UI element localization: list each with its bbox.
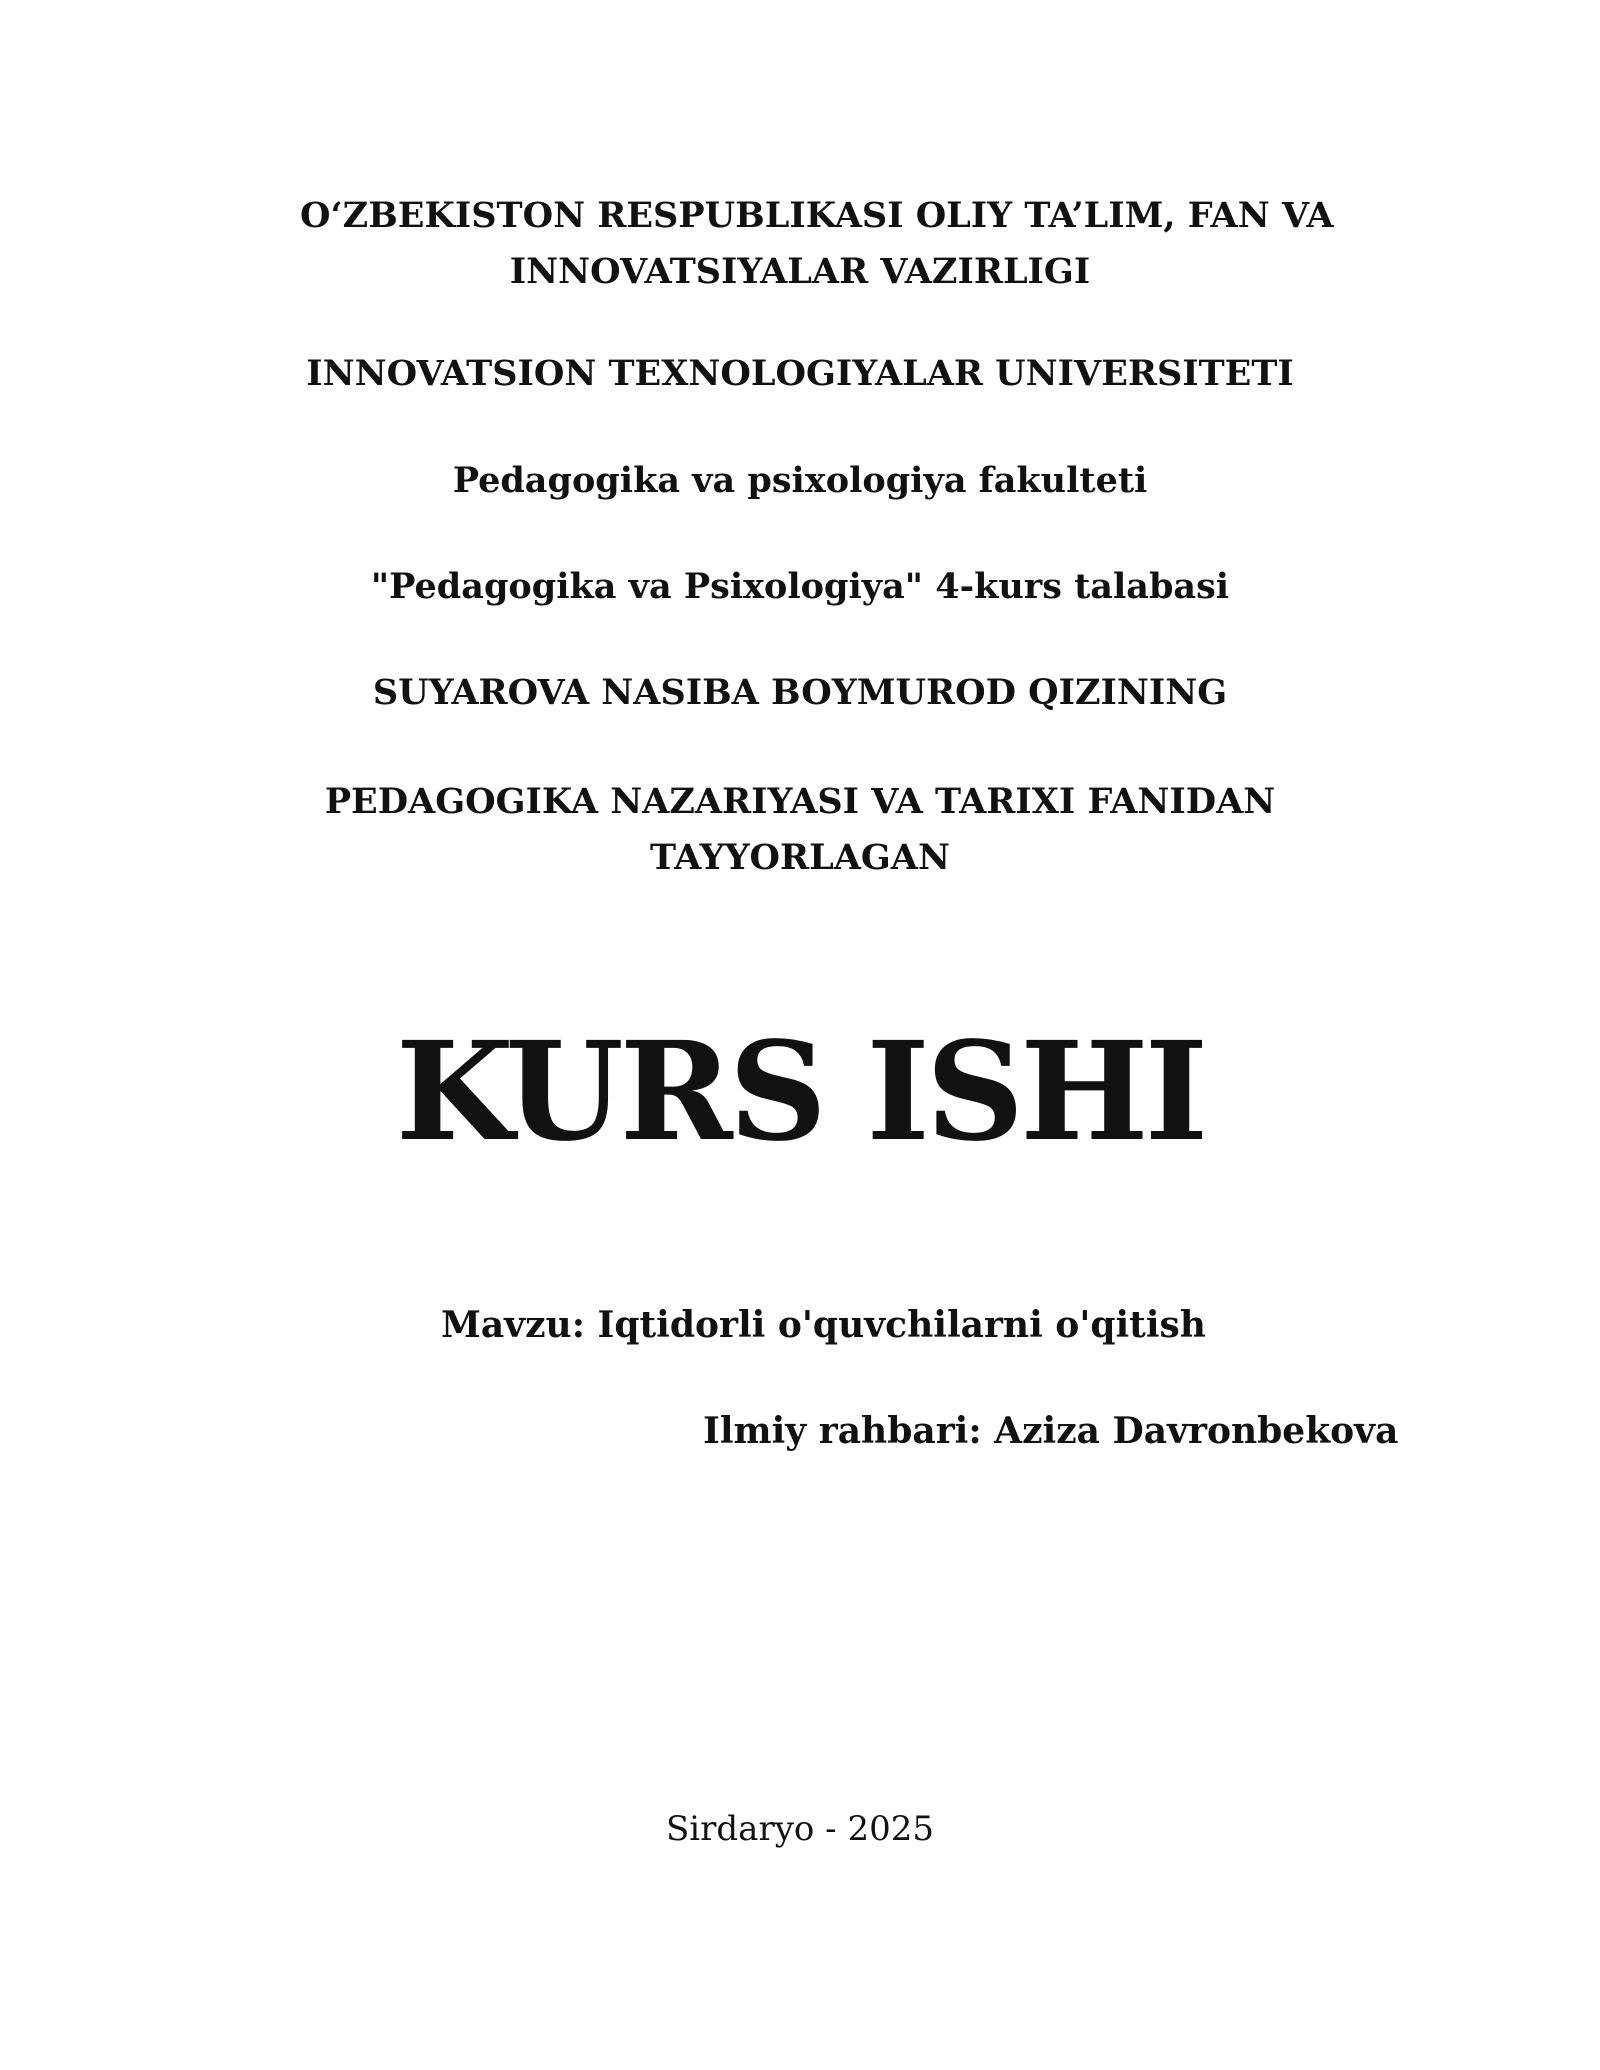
ministry-heading xyxy=(300,188,1334,300)
work-type-title: KURS ISHI xyxy=(395,1012,1205,1172)
supervisor-line: Ilmiy rahbari: Aziza Davronbekova xyxy=(703,1410,1399,1452)
subject-line-2: TAYYORLAGAN xyxy=(650,837,950,878)
place-year: Sirdaryo - 2025 xyxy=(665,1809,934,1849)
student-name: SUYAROVA NASIBA BOYMUROD QIZINING xyxy=(372,672,1228,713)
ministry-line-1: O‘ZBEKISTON RESPUBLIKASI OLIY TA’LIM, FAN VA xyxy=(300,195,1334,236)
student-course: "Pedagogika va Psixologiya" 4-kurs talabasi xyxy=(370,566,1230,607)
topic-line: Mavzu: Iqtidorli o'quvchilarni o'qitish xyxy=(441,1304,1206,1346)
ministry-line-2: INNOVATSIYALAR VAZIRLIGI xyxy=(509,251,1091,292)
subject-heading xyxy=(300,774,1300,886)
subject-line-1: PEDAGOGIKA NAZARIYASI VA TARIXI FANIDAN xyxy=(324,781,1276,822)
faculty-name: Pedagogika va psixologiya fakulteti xyxy=(452,460,1148,501)
university-name: INNOVATSION TEXNOLOGIYALAR UNIVERSITETI xyxy=(306,353,1294,394)
